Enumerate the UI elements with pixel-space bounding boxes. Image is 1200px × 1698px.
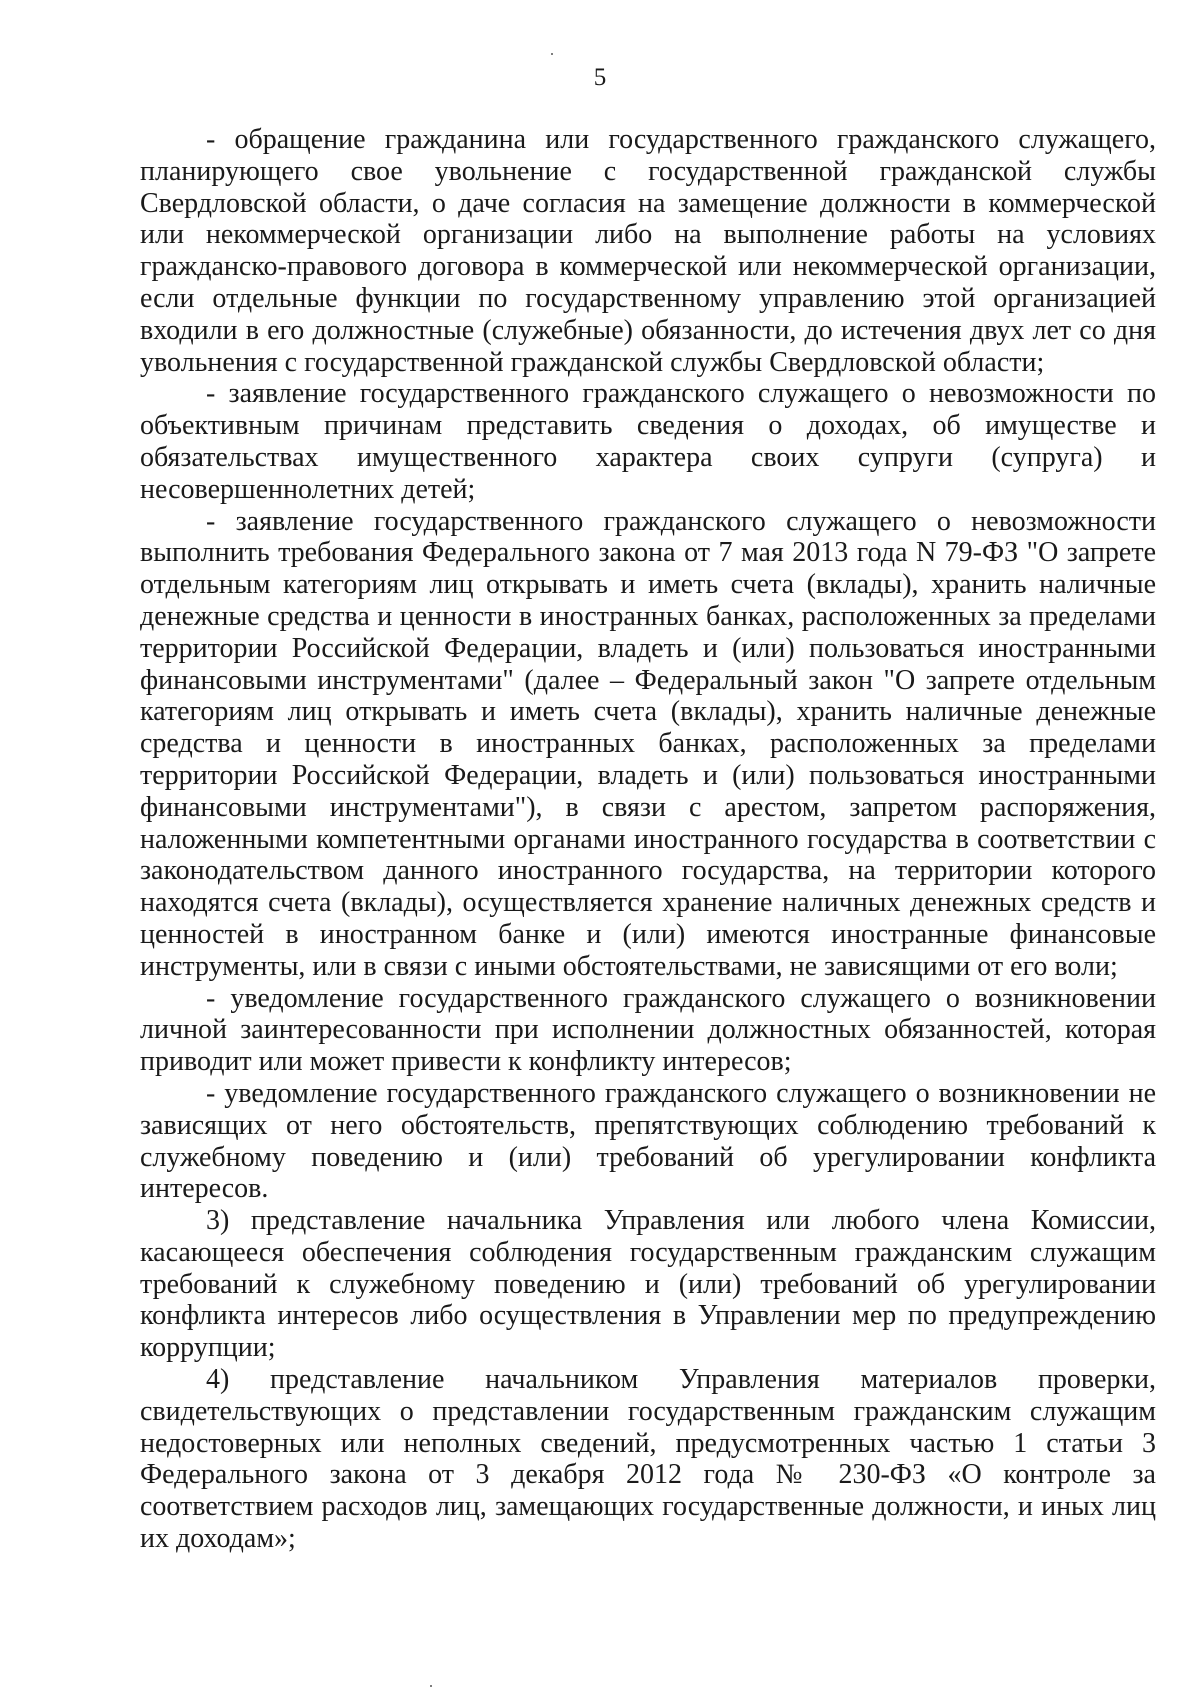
scan-speck: [430, 1685, 432, 1687]
paragraph-income-statement-impossibility: - заявление государственного гражданского служащего о невозможности по объективным причинам представить сведения о доходах, об имуществе и обязательствах имущественного характера своих супруги (супруга) и несовершеннолетних детей;: [140, 378, 1156, 505]
paragraph-circumstances-notice: - уведомление государственного гражданского служащего о возникновении не зависящих от него обстоятельств, препятствующих соблюдению требований к служебному поведению и (или) требований об урегулировании конфликта интересов.: [140, 1077, 1156, 1205]
page-number: 5: [593, 64, 607, 91]
paragraph-item-3: 3) представление начальника Управления или любого члена Комиссии, касающееся обеспечения соблюдения государственным гражданским служащим требований к служебному поведению и (или) требований об урегулировании конфликта интересов либо осуществления в Управлении мер по предупреждению коррупции;: [140, 1205, 1156, 1364]
paragraph-item-4: 4) представление начальником Управления материалов проверки, свидетельствующих о представлении государственным гражданским служащим недостоверных или неполных сведений, предусмотренных частью 1 статьи 3 Федерального закона от 3 декабря 2012 года № 230-ФЗ «О контроле за соответствием расходов лиц, замещающих государственные должности, и иных лиц их доходам»;: [140, 1364, 1156, 1555]
paragraph-foreign-accounts-statement: - заявление государственного гражданского служащего о невозможности выполнить требования Федерального закона от 7 мая 2013 года N 79-ФЗ "О запрете отдельным категориям лиц открывать и иметь счета (вклады), хранить наличные денежные средства и ценности в иностранных банках, расположенных за пределами территории Российской Федерации, владеть и (или) пользоваться иностранными финансовыми инструментами" (далее – Федеральный закон "О запрете отдельным категориям лиц открывать и иметь счета (вклады), хранить наличные денежные средства и ценности в иностранных банках, расположенных за пределами территории Российской Федерации, владеть и (или) пользоваться иностранными финансовыми инструментами"), в связи с арестом, запретом распоряжения, наложенными компетентными органами иностранного государства в соответствии с законодательством данного иностранного государства, на территории которого находятся счета (вклады), осуществляется хранение наличных денежных средств и ценностей в иностранном банке и (или) имеются иностранные финансовые инструменты, или в связи с иными обстоятельствами, не зависящими от его воли;: [140, 505, 1156, 982]
scan-speck: [551, 53, 553, 55]
document-body: [140, 124, 1156, 1555]
paragraph-personal-interest-notice: - уведомление государственного гражданского служащего о возникновении личной заинтересованности при исполнении должностных обязанностей, которая приводит или может привести к конфликту интересов;: [140, 982, 1156, 1078]
paragraph-citizen-appeal: - обращение гражданина или государственного гражданского служащего, планирующего свое увольнение с государственной гражданской службы Свердловской области, о даче согласия на замещение должности в коммерческой или некоммерческой организации либо на выполнение работы на условиях гражданско-правового договора в коммерческой или некоммерческой организации, если отдельные функции по государственному управлению этой организацией входили в его должностные (служебные) обязанности, до истечения двух лет со дня увольнения с государственной гражданской службы Свердловской области;: [140, 124, 1156, 378]
